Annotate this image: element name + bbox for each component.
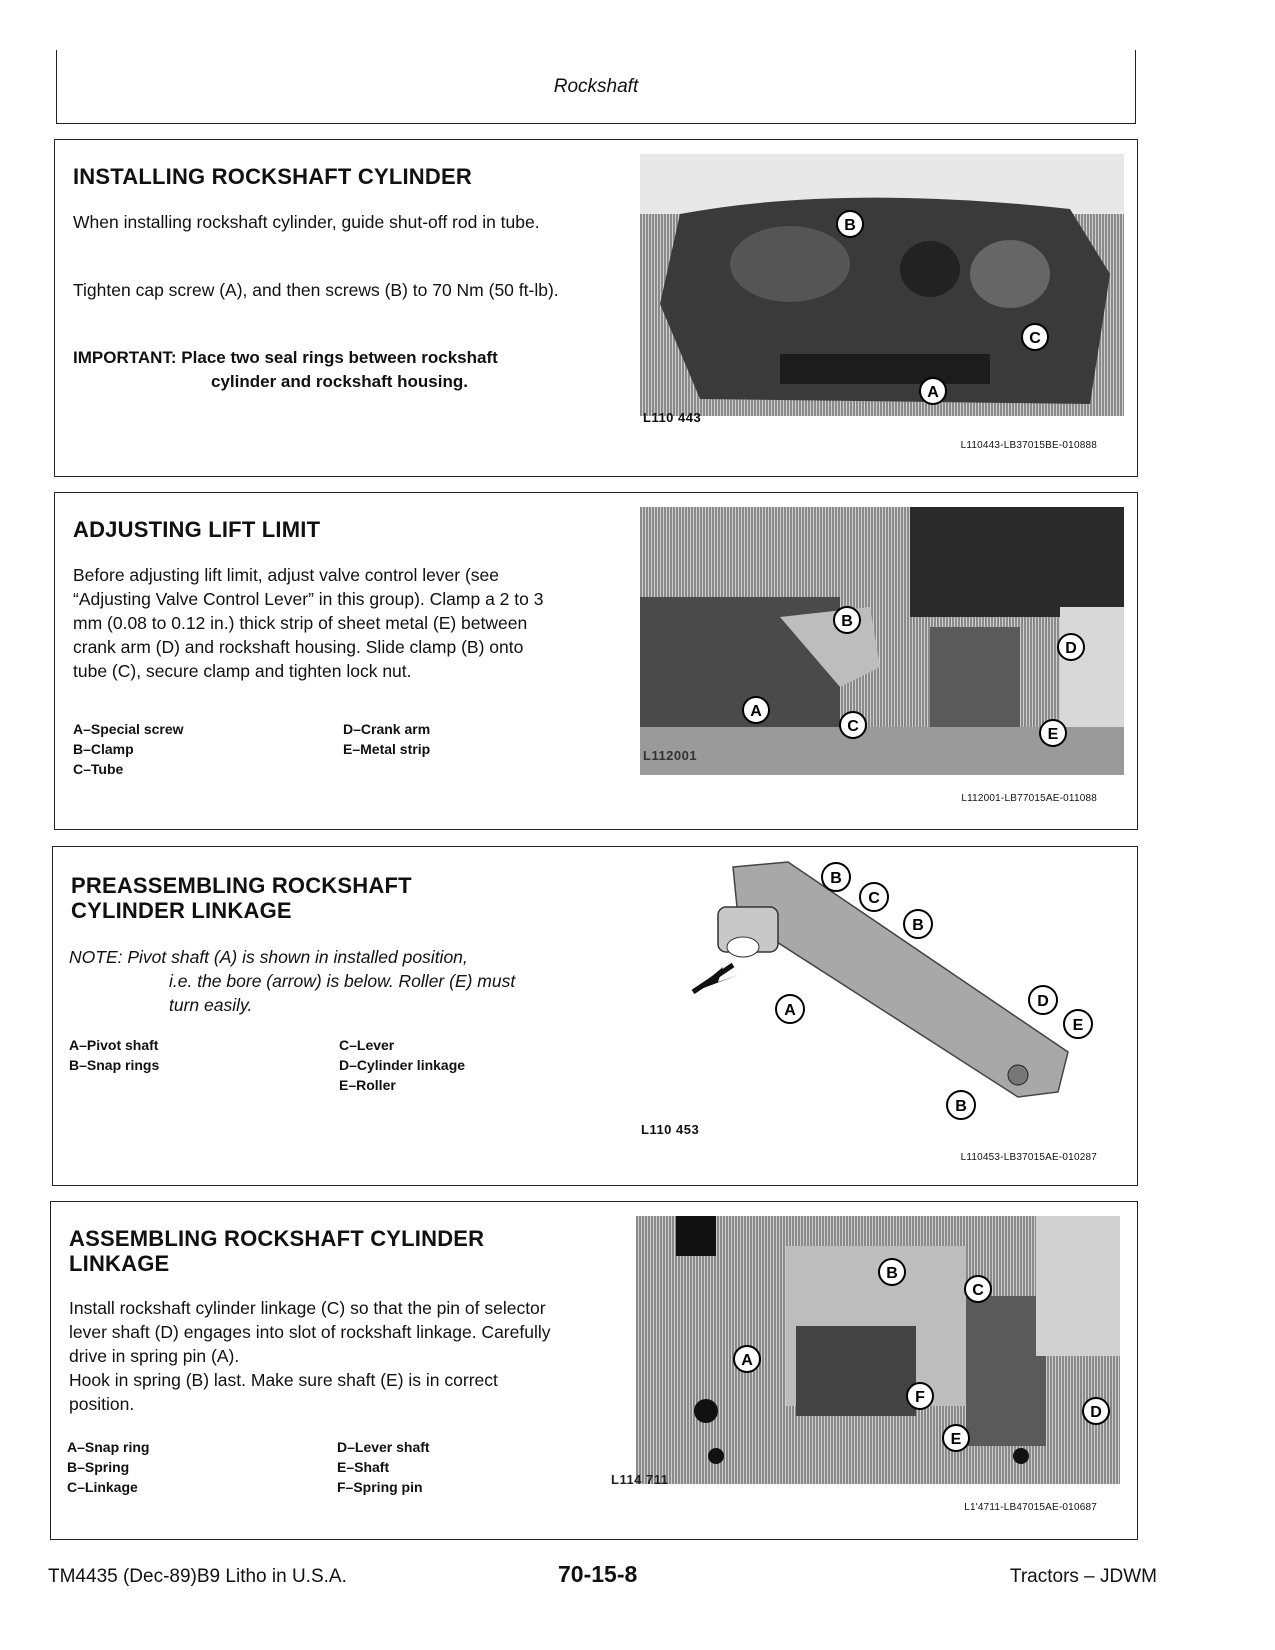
callout-label: B (844, 217, 856, 234)
note-text: NOTE: Pivot shaft (A) is shown in installed position, (69, 947, 468, 967)
callout-label: B (955, 1098, 967, 1115)
legend-item: D–Crank arm (343, 721, 431, 737)
photo-assembling-linkage (636, 1216, 1120, 1484)
photo-code: L112001 (643, 748, 698, 763)
callout-label: D (1037, 993, 1049, 1010)
legend-item: C–Tube (73, 761, 124, 777)
callout-b (947, 1091, 975, 1119)
photo-lift-limit (640, 507, 1124, 775)
legend-item: A–Pivot shaft (69, 1037, 159, 1053)
callout-a (920, 378, 946, 404)
callout-label: C (868, 890, 880, 907)
callout-b (879, 1259, 905, 1285)
callout-label: B (841, 613, 853, 630)
callout-c (1022, 324, 1048, 350)
callout-e (1040, 720, 1066, 746)
callout-label: A (741, 1352, 753, 1369)
page-number: 70-15-8 (558, 1561, 638, 1587)
callout-b (822, 863, 850, 891)
legend-item: E–Shaft (337, 1459, 390, 1475)
legend-item: E–Metal strip (343, 741, 431, 757)
legend-item: B–Snap rings (69, 1057, 160, 1073)
important-text: cylinder and rockshaft housing. (211, 372, 468, 391)
callout-label: E (950, 1431, 962, 1448)
callout-label: C (1029, 330, 1041, 347)
legend-item: A–Special screw (73, 721, 184, 737)
section-installing-rockshaft-cylinder (54, 139, 1138, 477)
callout-label: B (830, 870, 842, 887)
note-text: turn easily. (169, 995, 253, 1015)
section-adjusting-lift-limit (54, 492, 1138, 830)
paragraph: When installing rockshaft cylinder, guide shut-off rod in tube. (73, 212, 540, 232)
callout-a (734, 1346, 760, 1372)
reference-code: L1'4711-LB47015AE-010687 (964, 1502, 1097, 1513)
section-assembling-linkage (50, 1201, 1138, 1540)
section-title: ADJUSTING LIFT LIMIT (73, 517, 321, 542)
important-label: IMPORTANT: (73, 348, 177, 367)
photo-code: L110 443 (643, 410, 702, 425)
legend (73, 719, 633, 781)
callout-b (837, 211, 863, 237)
callout-d (1029, 986, 1057, 1014)
callout-c (860, 883, 888, 911)
section-title (69, 1226, 629, 1276)
callout-label: C (847, 718, 859, 735)
callout-label: D (1065, 640, 1077, 657)
footer-product: Tractors – JDWM (1009, 1566, 1157, 1587)
photo-code: L110 453 (641, 1122, 700, 1137)
callout-b (834, 607, 860, 633)
important-notice (73, 346, 613, 394)
paragraph: Install rockshaft cylinder linkage (C) so that the pin of selector lever shaft (D) engages into slot of rockshaft linkage. Carefully drive in spring pin (A). (69, 1298, 551, 1366)
section-title: INSTALLING ROCKSHAFT CYLINDER (73, 164, 472, 189)
note (69, 945, 609, 1017)
paragraph: Hook in spring (B) last. Make sure shaft (E) is in correct position. (69, 1370, 498, 1414)
callout-label: A (927, 384, 939, 401)
section-title-line: LINKAGE (69, 1251, 170, 1276)
note-text: i.e. the bore (arrow) is below. Roller (E) must (169, 971, 516, 991)
callout-d (1083, 1398, 1109, 1424)
header-title: Rockshaft (553, 76, 639, 97)
callout-e (1064, 1010, 1092, 1038)
legend (67, 1437, 627, 1499)
legend-item: C–Lever (339, 1037, 395, 1053)
legend-item: B–Clamp (73, 741, 134, 757)
callout-label: F (915, 1389, 925, 1406)
important-text: Place two seal rings between rockshaft (181, 348, 498, 367)
callout-e (943, 1425, 969, 1451)
callout-c (840, 712, 866, 738)
callout-c (965, 1276, 991, 1302)
photo-rockshaft-cylinder (640, 154, 1124, 416)
photo-code: L114 711 (611, 1472, 669, 1487)
callout-label: B (886, 1265, 898, 1282)
reference-code: L110453-LB37015AE-010287 (960, 1152, 1097, 1163)
reference-code: L110443-LB37015BE-010888 (960, 440, 1097, 451)
footer-publication: TM4435 (Dec-89)B9 Litho in U.S.A. (48, 1566, 347, 1587)
running-header (56, 50, 1136, 124)
callout-f (907, 1383, 933, 1409)
callout-label: B (912, 917, 924, 934)
legend-item: A–Snap ring (67, 1439, 150, 1455)
paragraph: Before adjusting lift limit, adjust valve control lever (see “Adjusting Valve Control Lever” in this group). Clamp a 2 to 3 mm (0.08 to 0.12 in.) thick strip of sheet metal (E) between crank arm (D) and rockshaft housing. Slide clamp (B) onto tube (C), secure clamp and tighten lock nut. (73, 565, 544, 681)
legend-item: C–Linkage (67, 1479, 138, 1495)
section-title-line: CYLINDER LINKAGE (71, 898, 292, 923)
callout-label: A (750, 703, 762, 720)
section-title-line: ASSEMBLING ROCKSHAFT CYLINDER (69, 1226, 485, 1251)
callout-d (1058, 634, 1084, 660)
callout-a (743, 697, 769, 723)
callout-label: C (972, 1282, 984, 1299)
callout-label: D (1090, 1404, 1102, 1421)
section-preassembling-linkage (52, 846, 1138, 1186)
legend-item: F–Spring pin (337, 1479, 423, 1495)
callout-label: E (1047, 726, 1059, 743)
reference-code: L112001-LB77015AE-011088 (961, 793, 1097, 804)
callout-a (776, 995, 804, 1023)
callout-label: E (1072, 1017, 1084, 1034)
photo-pivot-linkage (638, 857, 1122, 1127)
legend-item: E–Roller (339, 1077, 396, 1093)
section-title-line: PREASSEMBLING ROCKSHAFT (71, 873, 412, 898)
legend (69, 1035, 629, 1097)
callout-b (904, 910, 932, 938)
legend-item: D–Lever shaft (337, 1439, 430, 1455)
paragraph: Tighten cap screw (A), and then screws (B) to 70 Nm (50 ft-lb). (73, 280, 559, 300)
legend-item: D–Cylinder linkage (339, 1057, 466, 1073)
section-title (71, 873, 631, 923)
callout-label: A (784, 1002, 796, 1019)
legend-item: B–Spring (67, 1459, 130, 1475)
